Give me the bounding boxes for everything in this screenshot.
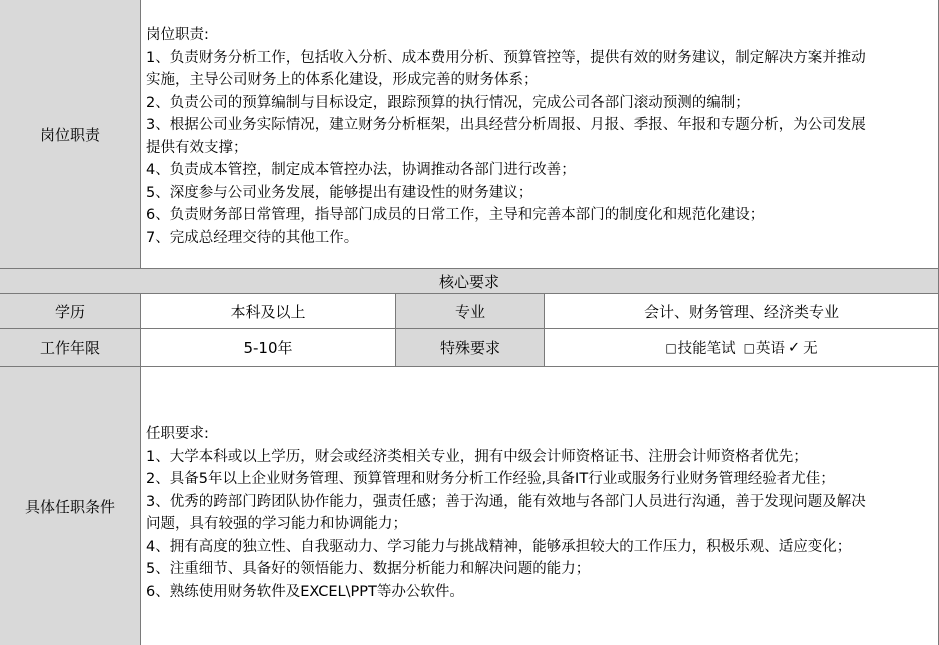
major-value: 会计、财务管理、经济类专业 [643,302,839,321]
checkbox-unchecked-icon[interactable]: □ [665,340,677,355]
experience-label-cell [0,329,141,367]
responsibility-line: 6、负责财务部日常管理，指导部门成员的日常工作，主导和完善本部门的制度化和规范化建设； [146,207,765,223]
option-none: 无 [803,341,818,357]
major-label-cell [396,294,545,329]
conditions-line: 2、具备5年以上企业财务管理、预算管理和财务分析工作经验,具备IT行业或服务行业财务管理经验者尤佳； [146,471,835,487]
responsibility-line: 5、深度参与公司业务发展，能够提出有建设性的财务建议； [146,184,533,201]
responsibility-label-cell [0,0,141,269]
responsibility-heading: 岗位职责: [146,27,209,43]
responsibility-line: 提供有效支撑； [146,139,248,156]
checkmark-icon[interactable]: ✓ [788,339,801,356]
core-requirements-header [0,269,939,294]
responsibility-label: 岗位职责 [39,125,100,144]
conditions-content-cell [141,367,939,645]
conditions-line: 5、注重细节、具备好的领悟能力、数据分析能力和解决问题的能力； [146,561,591,577]
option-skill-test: 技能笔试 [677,341,736,357]
conditions-line: 4、拥有高度的独立性、自我驱动力、学习能力与挑战精神，能够承担较大的工作压力，积极乐观、适应变化； [146,538,852,555]
conditions-line: 1、大学本科或以上学历，财会或经济类相关专业，拥有中级会计师资格证书、注册会计师资格者优先； [146,448,808,465]
education-value: 本科及以上 [230,302,306,321]
responsibility-line: 7、完成总经理交待的其他工作。 [146,229,359,246]
core-requirements-title: 核心要求 [438,272,499,291]
responsibility-line: 2、负责公司的预算编制与目标设定，跟踪预算的执行情况，完成公司各部门滚动预测的编制； [146,94,750,111]
conditions-line: 3、优秀的跨部门跨团队协作能力，强责任感；善于沟通，能有效地与各部门人员进行沟通，善于发现问题及解决 [146,493,866,510]
special-requirements-label: 特殊要求 [439,339,500,357]
major-label: 专业 [454,302,485,321]
responsibility-line: 1、负责财务分析工作，包括收入分析、成本费用分析、预算管控等，提供有效的财务建议，制定解决方案并推动 [146,49,866,66]
experience-value: 5-10年 [243,339,293,357]
experience-label: 工作年限 [39,339,100,357]
conditions-line: 问题，具有较强的学习能力和协调能力； [146,516,407,532]
major-value-cell [545,294,939,329]
responsibility-line: 3、根据公司业务实际情况，建立财务分析框架，出具经营分析周报、月报、季报、年报和专题分析，为公司发展 [146,117,866,133]
education-value-cell [141,294,396,329]
experience-value-cell [141,329,396,367]
education-label-cell [0,294,141,329]
conditions-heading: 任职要求: [146,426,209,442]
checkbox-unchecked-icon[interactable]: □ [743,340,756,355]
responsibility-line: 实施，主导公司财务上的体系化建设，形成完善的财务体系； [146,72,538,88]
responsibility-content-cell [141,0,939,269]
special-requirements-options-cell [545,329,939,367]
conditions-line: 6、熟练使用财务软件及EXCEL\PPT等办公软件。 [146,583,464,600]
responsibility-line: 4、负责成本管控，制定成本管控办法，协调推动各部门进行改善； [146,162,576,178]
option-english: 英语 [756,341,786,357]
conditions-label-cell [0,367,141,645]
conditions-label: 具体任职条件 [24,497,115,516]
special-requirements-label-cell [396,329,545,367]
education-label: 学历 [54,302,85,321]
